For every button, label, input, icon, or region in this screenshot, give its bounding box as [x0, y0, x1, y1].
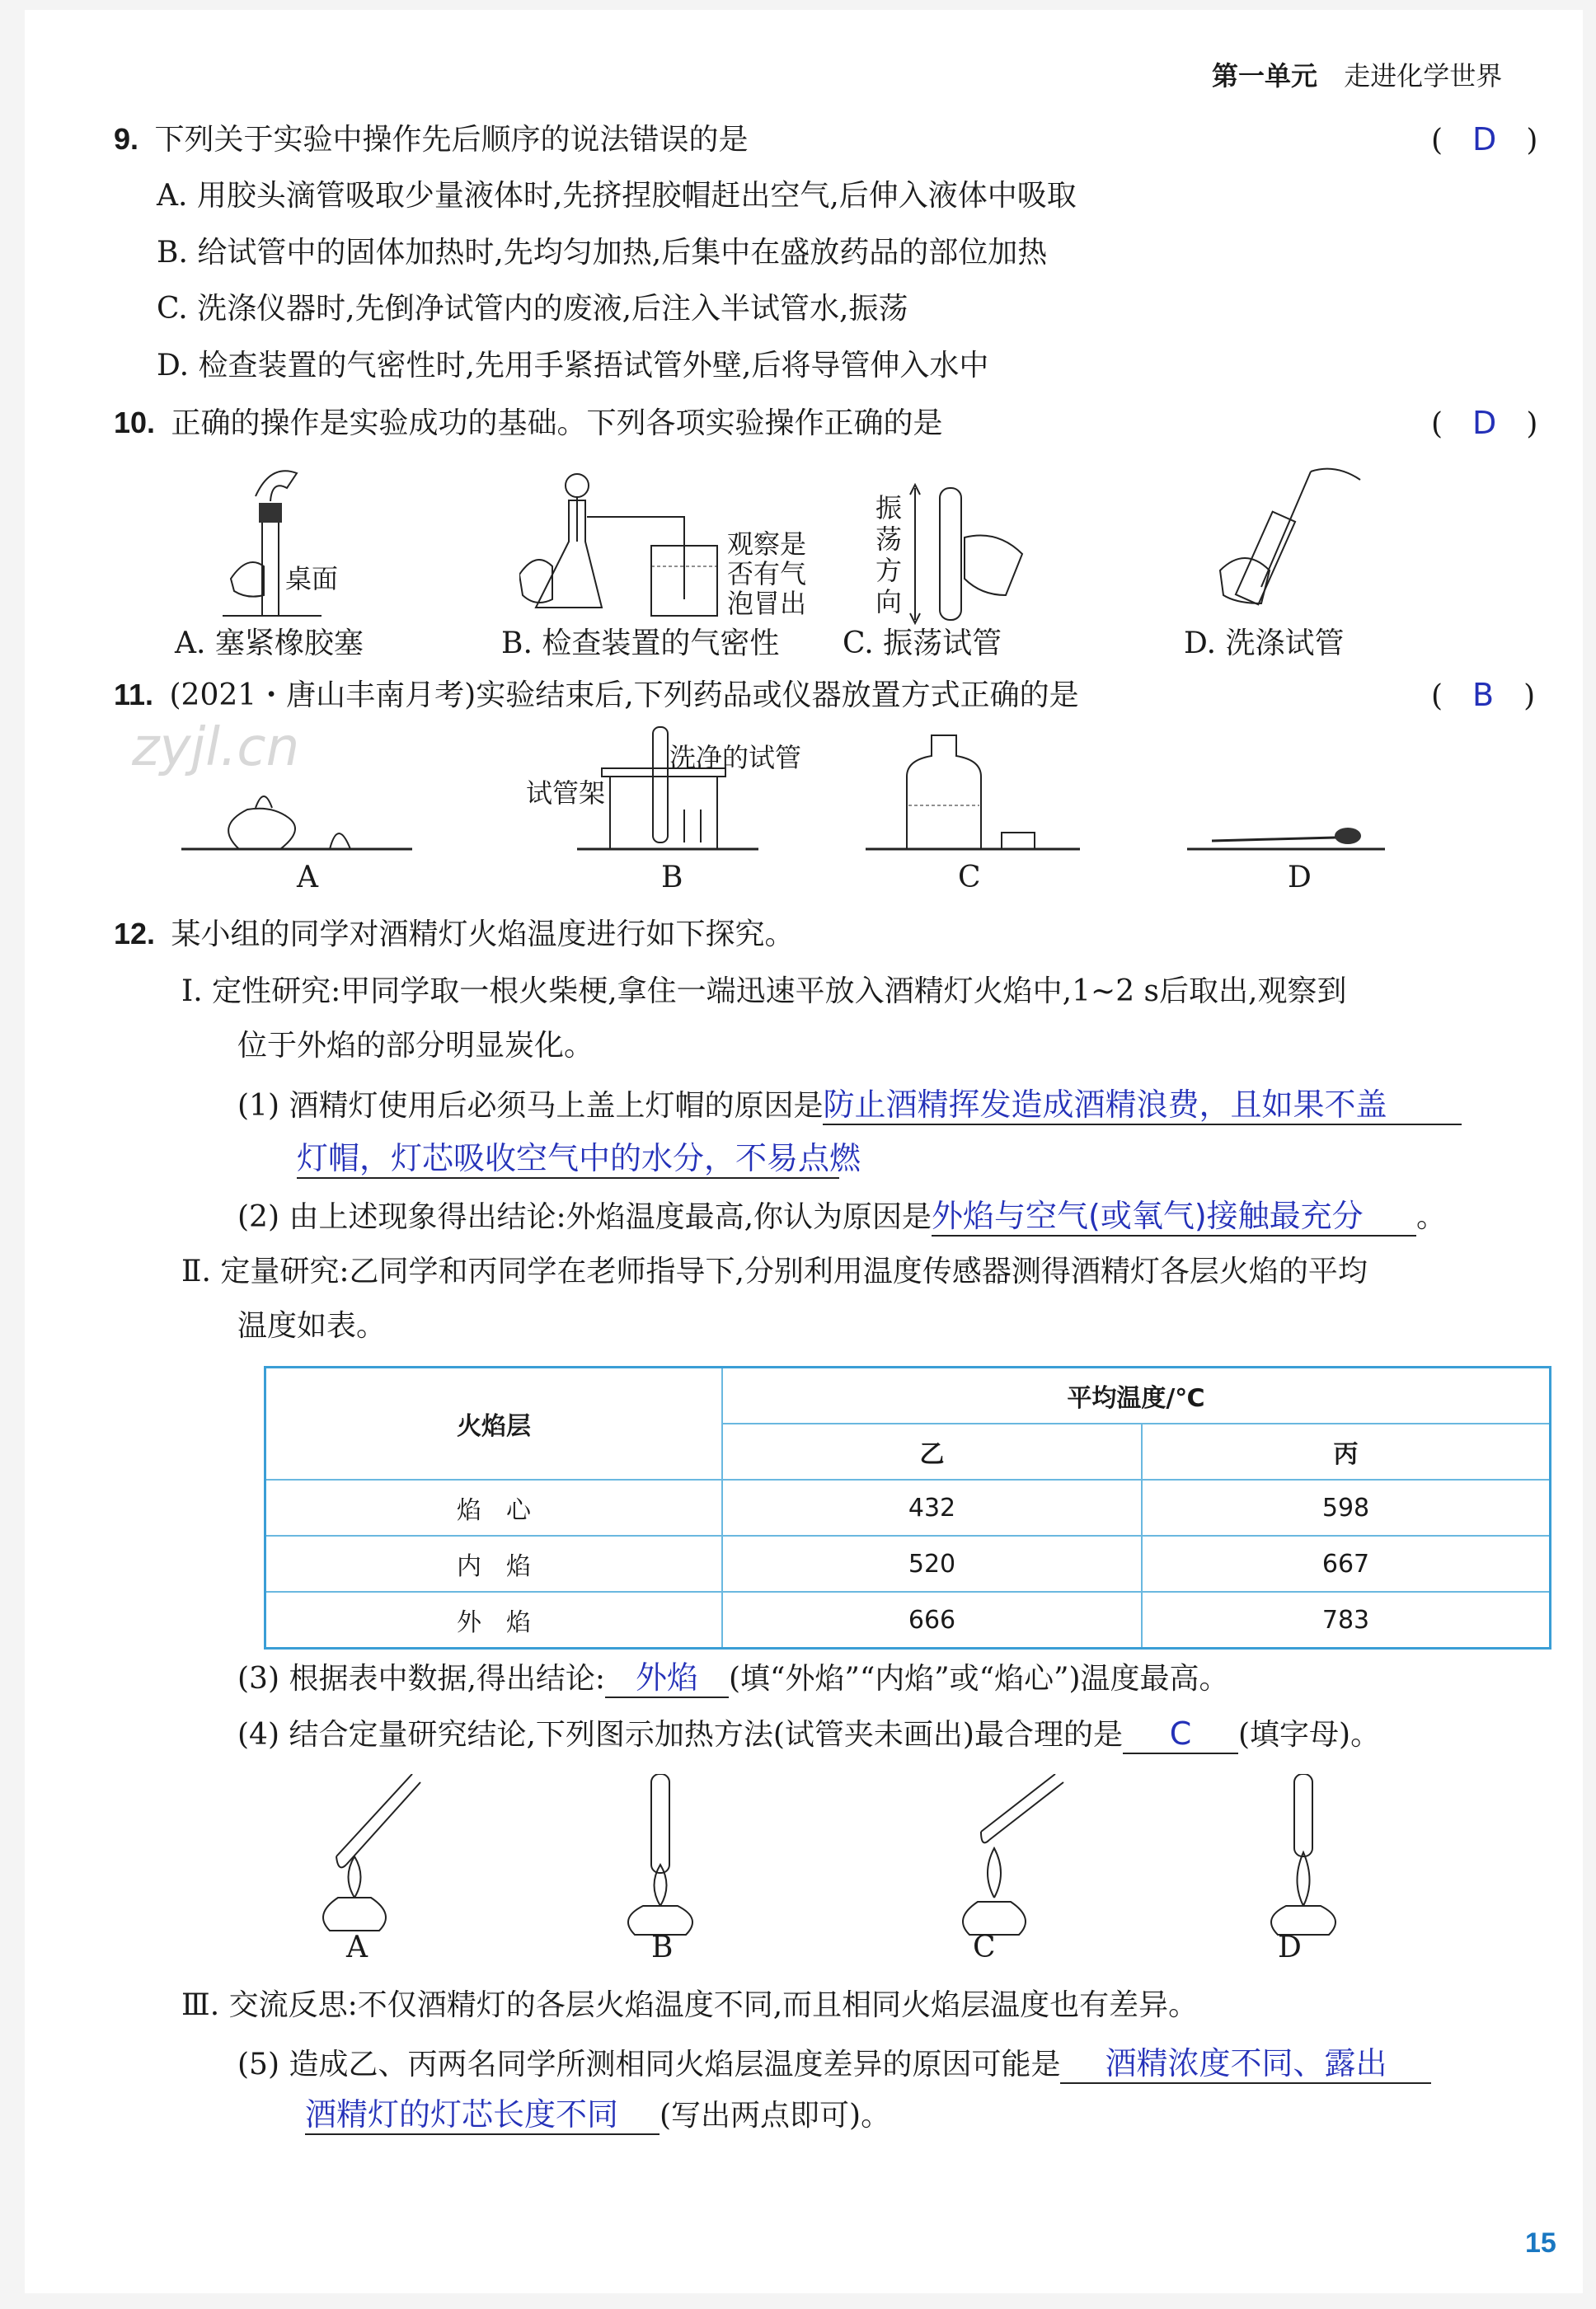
q10-answer: D — [1472, 405, 1497, 441]
table-header-layer: 火焰层 — [265, 1368, 723, 1481]
label-rack: 试管架 — [526, 777, 606, 809]
q12-part2-line1: Ⅱ. 定量研究:乙同学和丙同学在老师指导下,分别利用温度传感器测得酒精灯各层火焰的平均 — [181, 1255, 1368, 1288]
table-cell-layer: 内 焰 — [265, 1536, 723, 1592]
table-header-group: 平均温度/℃ — [722, 1368, 1551, 1424]
q12-sub4-pre: (4) 结合定量研究结论,下列图示加热方法(试管夹未画出)最合理的是 — [237, 1718, 1123, 1752]
heat-caption-b: B — [651, 1931, 674, 1964]
table-cell-yi: 666 — [722, 1592, 1142, 1649]
q9-answer: D — [1472, 121, 1497, 157]
q9-option-d: D. 检查装置的气密性时,先用手紧捂试管外壁,后将导管伸入水中 — [157, 349, 989, 382]
q12-sub2-text: (2) 由上述现象得出结论:外焰温度最高,你认为原因是 — [237, 1200, 932, 1234]
q11-stem: (2021・唐山丰南月考)实验结束后,下列药品或仪器放置方式正确的是 — [169, 678, 1079, 712]
watermark: zyjl.cn — [132, 717, 300, 778]
q12-stem: 某小组的同学对酒精灯火焰温度进行如下探究。 — [171, 917, 795, 951]
q9-number: 9. — [114, 122, 139, 156]
q12-sub2 — [237, 1197, 1446, 1237]
label-washed-tube: 洗净的试管 — [669, 742, 802, 773]
figure-reagent-bottle — [866, 727, 1080, 859]
q12-sub1 — [237, 1086, 1462, 1125]
figure-shake-tube — [907, 480, 1039, 628]
figure-heat-a — [297, 1774, 429, 1939]
q9-option-b: B. 给试管中的固体加热时,先均匀加热,后集中在盛放药品的部位加热 — [157, 236, 1048, 270]
table-header-yi: 乙 — [722, 1424, 1142, 1480]
figure-heat-d — [1245, 1774, 1377, 1939]
label-shake-3: 方 — [875, 555, 903, 586]
table-row — [265, 1536, 1551, 1592]
q11-caption-b: B — [661, 861, 683, 894]
q9-option-a: A. 用胶头滴管吸取少量液体时,先挤捏胶帽赶出空气,后伸入液体中吸取 — [157, 179, 1077, 213]
q12-sub1-answer-line1: 防止酒精挥发造成酒精浪费，且如果不盖 — [823, 1086, 1462, 1125]
q10-answer-bracket: ( D ) — [1431, 405, 1538, 441]
q11-stem-line — [114, 676, 1079, 715]
label-shake-4: 向 — [875, 586, 903, 617]
q9-answer-bracket: ( D ) — [1431, 121, 1538, 157]
q11-number: 11. — [114, 678, 154, 711]
q12-sub5-cont — [305, 2095, 890, 2135]
q12-sub5-post: (写出两点即可)。 — [660, 2099, 891, 2133]
q12-sub1-cont — [297, 1139, 861, 1179]
label-shake-2: 荡 — [875, 523, 903, 555]
table-cell-bing: 783 — [1142, 1592, 1551, 1649]
q11-caption-d: D — [1288, 861, 1312, 894]
q12-sub3 — [237, 1659, 1229, 1698]
q12-part2-line2: 温度如表。 — [237, 1309, 387, 1343]
q12-sub1-text: (1) 酒精灯使用后必须马上盖上灯帽的原因是 — [237, 1089, 824, 1123]
q9-stem: 下列关于实验中操作先后顺序的说法错误的是 — [154, 123, 749, 157]
figure-wash-tube — [1212, 463, 1377, 628]
q10-number: 10. — [114, 406, 156, 439]
header — [1212, 55, 1502, 93]
q10-caption-c: C. 振荡试管 — [843, 627, 1002, 660]
q12-sub4-post: (填字母)。 — [1237, 1718, 1381, 1752]
page-number: 15 — [1525, 2227, 1556, 2259]
q12-sub5-pre: (5) 造成乙、丙两名同学所测相同火焰层温度差异的原因可能是 — [237, 2048, 1061, 2081]
label-shake-1: 振 — [875, 492, 903, 523]
q11-caption-c: C — [958, 861, 981, 894]
table-cell-layer: 外 焰 — [265, 1592, 723, 1649]
q12-part3: Ⅲ. 交流反思:不仅酒精灯的各层火焰温度不同,而且相同火焰层温度也有差异。 — [181, 1988, 1199, 2022]
table-cell-yi: 520 — [722, 1536, 1142, 1592]
q12-part1-line1: Ⅰ. 定性研究:甲同学取一根火柴梗,拿住一端迅速平放入酒精灯火焰中,1~2 s后取出,观察到 — [181, 974, 1347, 1008]
figure-heat-b — [602, 1774, 734, 1939]
q11-answer-bracket: ( B ) — [1431, 677, 1536, 713]
q10-caption-d: D. 洗涤试管 — [1184, 627, 1345, 660]
temperature-table — [264, 1366, 1551, 1650]
q12-sub5-answer-line1: 酒精浓度不同、露出 — [1060, 2044, 1431, 2084]
q11-answer: B — [1472, 677, 1495, 713]
label-bubbles — [727, 529, 806, 618]
q10-caption-a: A. 塞紧橡胶塞 — [175, 627, 364, 660]
figure-heat-c — [940, 1774, 1072, 1939]
table-row — [265, 1592, 1551, 1649]
label-bubble-line1: 观察是 — [727, 528, 807, 560]
label-bubble-line2: 否有气 — [727, 558, 807, 589]
q12-sub1-answer-line2: 灯帽，灯芯吸收空气中的水分，不易点燃 — [297, 1139, 839, 1179]
label-shake — [875, 492, 902, 617]
unit-title: 走进化学世界 — [1344, 60, 1503, 92]
page — [25, 10, 1583, 2293]
q12-sub5 — [237, 2044, 1431, 2084]
q12-sub5-answer-line2: 酒精灯的灯芯长度不同 — [305, 2095, 660, 2135]
table-cell-yi: 432 — [722, 1480, 1142, 1536]
q12-part1-line2: 位于外焰的部分明显炭化。 — [237, 1029, 594, 1063]
table-cell-bing: 598 — [1142, 1480, 1551, 1536]
q12-sub4-answer: C — [1123, 1715, 1238, 1754]
heat-caption-a: A — [346, 1931, 368, 1964]
q9-option-c: C. 洗涤仪器时,先倒净试管内的废液,后注入半试管水,振荡 — [157, 292, 908, 326]
heat-caption-d: D — [1278, 1931, 1302, 1964]
figure-dropper-flat — [1187, 735, 1401, 859]
unit-label: 第一单元 — [1212, 60, 1318, 92]
q10-stem-line — [114, 404, 943, 443]
q9-stem-line — [114, 120, 749, 159]
q12-sub3-post: (填“外焰”“内焰”或“焰心”)温度最高。 — [729, 1662, 1229, 1696]
q12-sub3-pre: (3) 根据表中数据,得出结论: — [237, 1662, 606, 1696]
label-desk: 桌面 — [285, 563, 339, 594]
q10-caption-b: B. 检查装置的气密性 — [501, 627, 780, 660]
figure-insert-stopper — [223, 463, 346, 628]
q10-stem: 正确的操作是实验成功的基础。下列各项实验操作正确的是 — [171, 406, 943, 440]
q12-stem-line — [114, 915, 795, 954]
q12-sub2-end: 。 — [1416, 1200, 1447, 1234]
q12-sub2-answer: 外焰与空气(或氧气)接触最充分 — [932, 1197, 1416, 1237]
table-cell-layer: 焰 心 — [265, 1480, 723, 1536]
figure-lamp-uncapped — [181, 760, 412, 859]
q11-caption-a: A — [297, 861, 318, 894]
q12-sub4 — [237, 1715, 1380, 1754]
q12-sub3-answer: 外焰 — [605, 1659, 729, 1698]
heat-caption-c: C — [973, 1931, 996, 1964]
q12-number: 12. — [114, 917, 156, 950]
table-cell-bing: 667 — [1142, 1536, 1551, 1592]
table-header-bing: 丙 — [1142, 1424, 1551, 1480]
table-row — [265, 1480, 1551, 1536]
label-bubble-line3: 泡冒出 — [727, 588, 807, 619]
